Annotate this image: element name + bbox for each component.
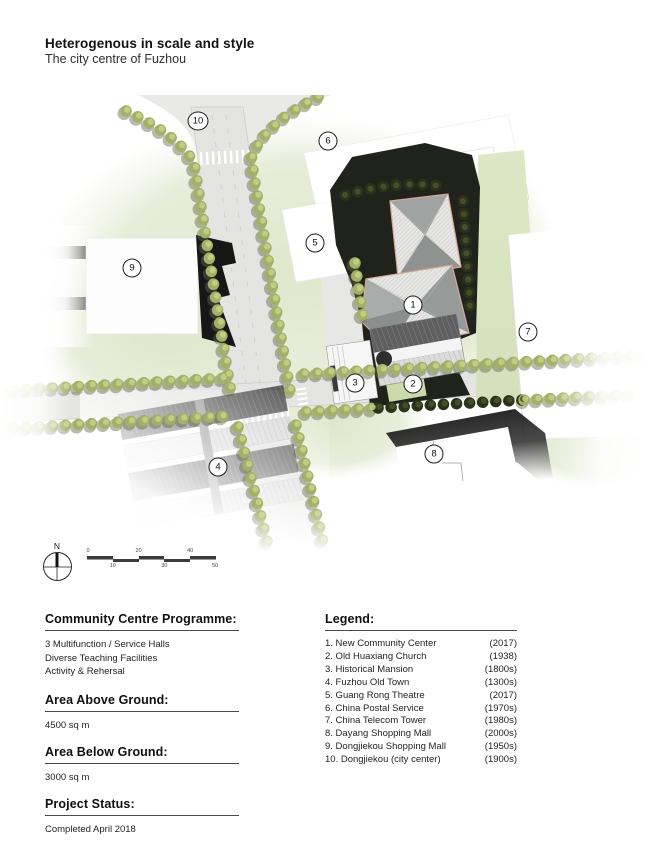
area-below-heading: Area Below Ground:	[45, 745, 239, 764]
scale-40: 40	[187, 548, 194, 554]
page-title: Heterogenous in scale and style	[45, 36, 255, 51]
programme-item: Diverse Teaching Facilities	[45, 652, 158, 664]
programme-panel	[45, 612, 239, 835]
map-marker-7: 7	[519, 323, 538, 342]
vignette-right	[552, 95, 650, 555]
site-plan-drawing	[0, 95, 650, 555]
vignette-left	[0, 95, 72, 555]
legend-row: 3. Historical Mansion (1800s)	[325, 663, 517, 675]
map-marker-8: 8	[425, 445, 444, 464]
page-subtitle: The city centre of Fuzhou	[45, 52, 187, 66]
legend-row: 1. New Community Center (2017)	[325, 638, 517, 649]
north-label: N	[53, 541, 61, 551]
north-arrow	[42, 541, 72, 581]
map-marker-3: 3	[346, 374, 365, 393]
area-above-value: 4500 sq m	[45, 719, 90, 731]
header	[45, 36, 254, 66]
programme-heading: Community Centre Programme:	[45, 612, 239, 631]
programme-item: 3 Multifunction / Service Halls	[45, 639, 170, 650]
legend-row: 2. Old Huaxiang Church (1938)	[325, 650, 517, 662]
compass-icon	[43, 552, 72, 581]
legend-row: 4. Fuzhou Old Town (1300s)	[325, 676, 517, 688]
area-above-heading: Area Above Ground:	[45, 693, 239, 712]
site-plan	[0, 95, 650, 555]
map-marker-4: 4	[209, 458, 228, 477]
legend-row: 10. Dongjiekou (city center) (1900s)	[325, 754, 517, 766]
map-marker-2: 2	[404, 375, 423, 394]
map-marker-6: 6	[319, 132, 338, 151]
legend-row: 8. Dayang Shopping Mall (2000s)	[325, 728, 517, 740]
legend-row: 6. China Postal Service (1970s)	[325, 702, 517, 714]
map-marker-10: 10	[188, 112, 209, 131]
scale-30: 30	[161, 563, 168, 569]
programme-item: Activity & Rehersal	[45, 666, 125, 677]
map-marker-5: 5	[306, 234, 325, 253]
area-below-value: 3000 sq m	[45, 771, 90, 783]
scale-0: 0	[86, 548, 90, 554]
status-value: Completed April 2018	[45, 823, 136, 835]
legend-heading: Legend:	[325, 612, 517, 631]
status-heading: Project Status:	[45, 797, 239, 816]
legend-row: 7. China Telecom Tower (1980s)	[325, 715, 517, 727]
scale-10: 10	[109, 563, 116, 569]
map-marker-1: 1	[404, 296, 423, 315]
legend-row: 9. Dongjiekou Shopping Mall (1950s)	[325, 741, 517, 753]
scale-bar	[86, 548, 219, 572]
legend-row: 5. Guang Rong Theatre (2017)	[325, 689, 517, 701]
scale-20: 20	[135, 548, 142, 554]
map-marker-9: 9	[123, 259, 142, 278]
legend-panel	[325, 612, 517, 767]
scale-50: 50	[211, 563, 219, 569]
